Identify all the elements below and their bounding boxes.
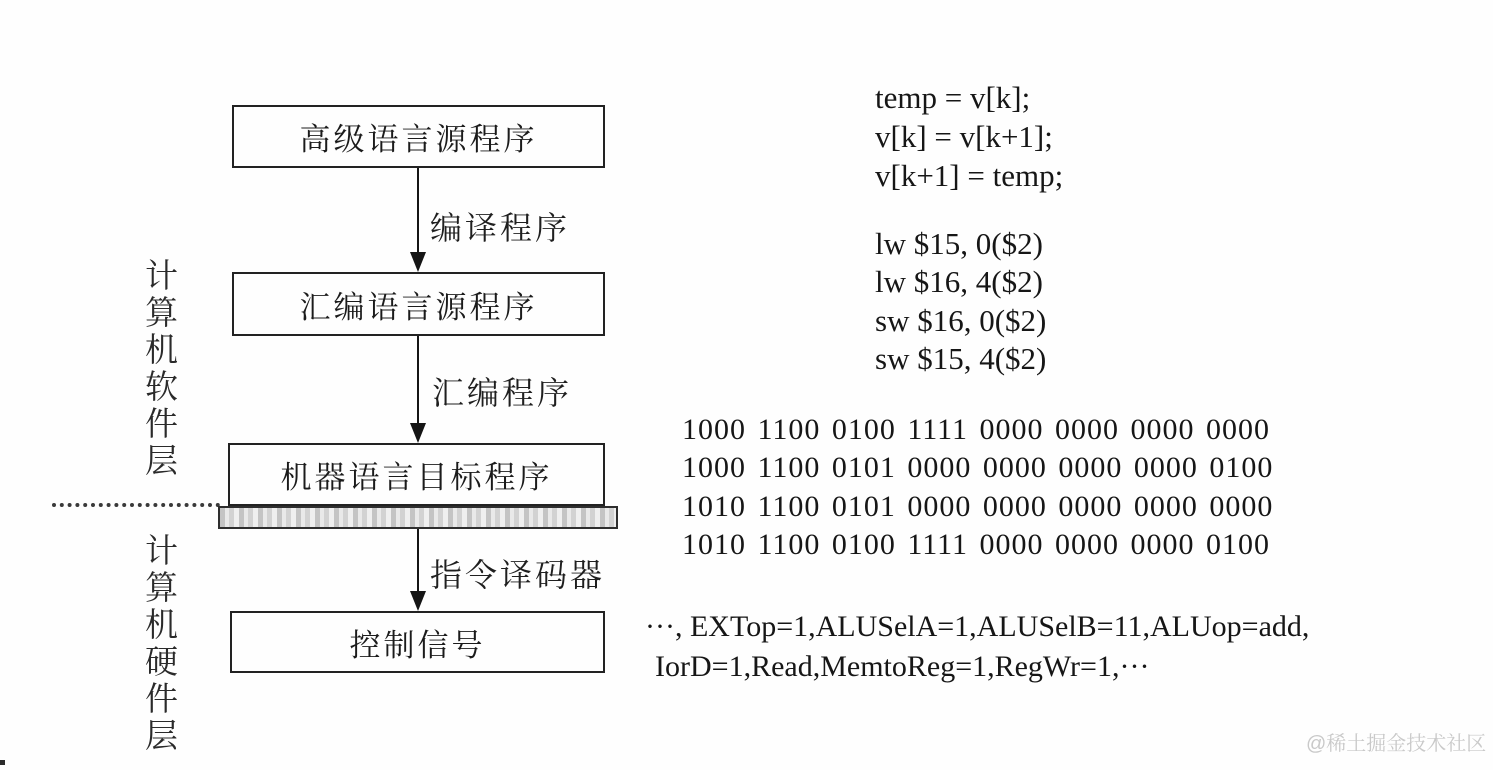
down-arrow-compiler-head	[410, 252, 426, 272]
flow-box-high-level-source	[232, 105, 605, 168]
c-source-line: v[k] = v[k+1];	[875, 119, 1053, 154]
flow-box-machine-object	[228, 443, 605, 506]
flow-box-label: 高级语言源程序	[299, 122, 538, 157]
layer-divider-dotted-line	[52, 503, 220, 507]
machine-code-line: 1010 1100 0101 0000 0000 0000 0000 0000	[682, 490, 1274, 523]
flow-box-label: 汇编语言源程序	[299, 289, 538, 325]
flow-box-assembly-source	[232, 272, 605, 336]
assembly-line: sw $15, 4($2)	[875, 341, 1047, 376]
assembler-arrow-label: 汇编程序	[432, 375, 573, 411]
down-arrow-assembler	[417, 336, 419, 425]
hardware-layer-label: 计算机硬件层	[141, 533, 178, 755]
scan-artifact-dot	[0, 760, 5, 765]
compiler-arrow-label: 编译程序	[430, 210, 571, 246]
down-arrow-decoder	[417, 529, 419, 591]
down-arrow-compiler	[417, 168, 419, 256]
hardware-boundary-hatched-bar	[218, 506, 618, 529]
machine-code-line: 1010 1100 0100 1111 0000 0000 0000 0100	[682, 528, 1271, 561]
watermark-text: @稀土掘金技术社区	[1306, 733, 1487, 755]
assembly-line: sw $16, 0($2)	[875, 303, 1047, 338]
flow-box-label: 机器语言目标程序	[280, 460, 553, 495]
decoder-arrow-label: 指令译码器	[430, 557, 606, 593]
down-arrow-assembler-head	[410, 423, 426, 443]
control-signals-line: IorD=1,Read,MemtoReg=1,RegWr=1,···	[655, 650, 1150, 683]
c-source-line: v[k+1] = temp;	[875, 158, 1064, 193]
flow-box-label: 控制信号	[349, 627, 486, 663]
machine-code-line: 1000 1100 0101 0000 0000 0000 0000 0100	[682, 451, 1274, 484]
flow-box-control-signals	[230, 611, 605, 673]
machine-code-line: 1000 1100 0100 1111 0000 0000 0000 0000	[682, 413, 1271, 446]
assembly-line: lw $15, 0($2)	[875, 226, 1043, 261]
assembly-line: lw $16, 4($2)	[875, 264, 1043, 299]
software-layer-label: 计算机软件层	[141, 258, 178, 480]
c-source-line: temp = v[k];	[875, 80, 1031, 115]
control-signals-line: ···, EXTop=1,ALUSelA=1,ALUSelB=11,ALUop=add,	[645, 610, 1310, 643]
down-arrow-decoder-head	[410, 591, 426, 611]
